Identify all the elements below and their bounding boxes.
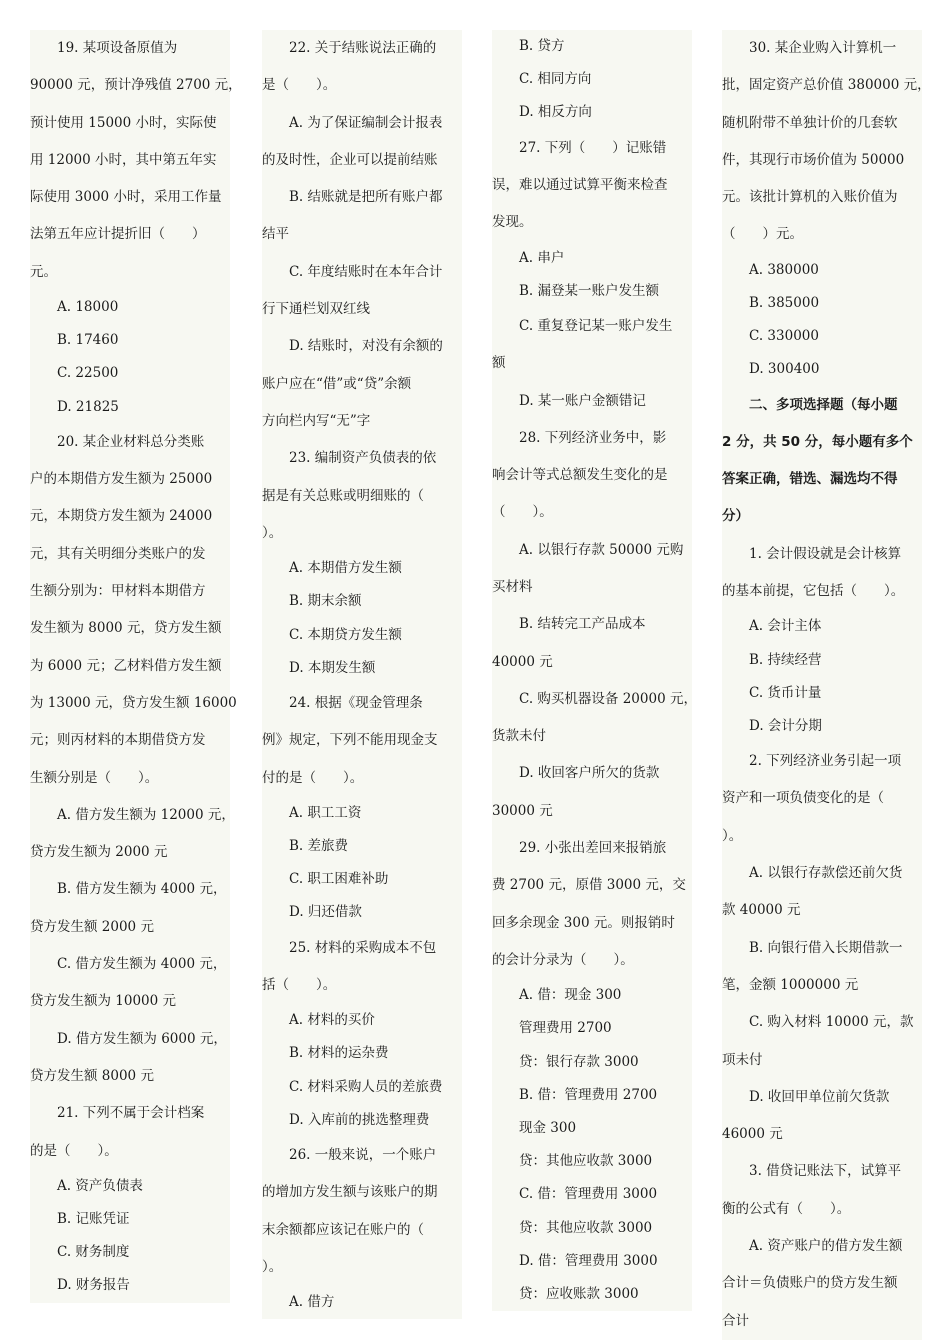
text-line: （ ）元。 — [722, 226, 803, 243]
text-line: 行下通栏划双红线 — [262, 301, 370, 318]
text-line: 为 6000 元；乙材料借方发生额 — [30, 657, 222, 674]
text-line: C. 22500 — [57, 365, 119, 382]
text-line: C. 本期贷方发生额 — [289, 626, 402, 643]
text-line: 额 — [492, 355, 506, 372]
text-line: 户的本期借方发生额为 25000 — [30, 471, 213, 488]
text-line: C. 重复登记某一账户发生 — [519, 317, 673, 334]
text-line: A. 材料的买价 — [289, 1012, 375, 1029]
text-line: 用 12000 小时，其中第五年实 — [30, 151, 217, 168]
text-line: 误，难以通过试算平衡来检查 — [492, 176, 668, 193]
text-line: 40000 元 — [492, 653, 553, 670]
text-line: C. 职工困难补助 — [289, 871, 389, 888]
text-line: 结平 — [262, 226, 289, 243]
text-line: B. 漏登某一账户发生额 — [519, 282, 660, 299]
text-line: 例》规定，下列不能用现金支 — [262, 732, 438, 749]
text-line: B. 向银行借入长期借款一 — [749, 939, 903, 956]
text-line: 是（ ）。 — [262, 77, 337, 94]
text-line: B. 材料的运杂费 — [289, 1045, 389, 1062]
text-line: 27. 下列（ ）记账错 — [519, 139, 667, 156]
text-line: 29. 小张出差回来报销旅 — [519, 840, 667, 857]
text-line: 响会计等式总额发生变化的是 — [492, 467, 668, 484]
text-line: ）。 — [262, 524, 283, 541]
text-column-1 — [30, 30, 242, 1303]
text-line: 2. 下列经济业务引起一项 — [749, 753, 902, 770]
text-line: C. 购入材料 10000 元，款 — [749, 1014, 914, 1031]
text-line: 23. 编制资产负债表的依 — [289, 450, 437, 467]
text-line: 元。该批计算机的入账价值为 — [722, 189, 898, 206]
text-line: 发现。 — [492, 214, 533, 231]
text-line: D. 相反方向 — [519, 104, 592, 121]
text-line: B. 385000 — [749, 294, 820, 311]
text-line: C. 相同方向 — [519, 71, 592, 88]
text-line: D. 21825 — [57, 398, 119, 415]
text-line: C. 材料采购人员的差旅费 — [289, 1078, 443, 1095]
text-line: D. 收回甲单位前欠货款 — [749, 1088, 890, 1105]
text-line: 买材料 — [492, 578, 533, 595]
text-line: D. 300400 — [749, 361, 820, 378]
text-line: A. 串户 — [519, 249, 565, 266]
text-line: B. 差旅费 — [289, 838, 349, 855]
text-line: 贷方发生额为 10000 元 — [30, 993, 177, 1010]
text-line: C. 年度结账时在本年合计 — [289, 263, 443, 280]
text-line: 26. 一般来说，一个账户 — [289, 1147, 437, 1164]
text-line: 46000 元 — [722, 1126, 783, 1143]
text-column-4 — [722, 30, 931, 1340]
text-line: 25. 材料的采购成本不包 — [289, 939, 437, 956]
text-line: 21. 下列不属于会计档案 — [57, 1105, 205, 1122]
text-line: 1. 会计假设就是会计核算 — [749, 545, 902, 562]
text-line: 二、多项选择题（每小题 — [749, 396, 898, 413]
text-line: A. 以银行存款偿还前欠货 — [749, 865, 903, 882]
text-line: 合计 — [722, 1312, 749, 1329]
text-line: 贷：其他应收款 3000 — [519, 1153, 653, 1170]
text-line: A. 职工工资 — [289, 804, 362, 821]
text-line: 28. 下列经济业务中，影 — [519, 429, 667, 446]
text-line: B. 借：管理费用 2700 — [519, 1086, 658, 1103]
text-line: D. 某一账户金额错记 — [519, 392, 646, 409]
text-line: 据是有关总账或明细账的（ — [262, 487, 424, 504]
text-line: B. 借方发生额为 4000 元， — [57, 881, 227, 898]
text-line: 的增加方发生额与该账户的期 — [262, 1184, 438, 1201]
text-line: 方向栏内写“无”字 — [262, 412, 371, 429]
text-line: C. 购买机器设备 20000 元， — [519, 690, 697, 707]
text-line: 24. 根据《现金管理条 — [289, 694, 423, 711]
text-line: 元，其有关明细分类账户的发 — [30, 545, 206, 562]
text-line: D. 入库前的挑选整理费 — [289, 1111, 430, 1128]
text-line: D. 本期发生额 — [289, 659, 376, 676]
text-line: B. 持续经营 — [749, 651, 822, 668]
text-line: 预计使用 15000 小时，实际使 — [30, 114, 217, 131]
text-line: 30000 元 — [492, 802, 553, 819]
text-line: A. 借方 — [289, 1294, 335, 1311]
text-line: 贷方发生额 2000 元 — [30, 918, 154, 935]
text-line: 费 2700 元，原借 3000 元，交 — [492, 877, 686, 894]
text-line: 付的是（ ）。 — [262, 769, 364, 786]
text-line: 货款未付 — [492, 728, 546, 745]
text-line: C. 借方发生额为 4000 元， — [57, 956, 227, 973]
text-line: 贷：其他应收款 3000 — [519, 1219, 653, 1236]
text-line: D. 归还借款 — [289, 904, 362, 921]
text-line: A. 18000 — [57, 299, 119, 316]
text-line: ）。 — [262, 1258, 283, 1275]
text-line: 款 40000 元 — [722, 902, 801, 919]
text-line: 答案正确，错选、漏选均不得 — [722, 471, 898, 488]
text-line: B. 17460 — [57, 332, 119, 349]
text-line: 贷方发生额 8000 元 — [30, 1067, 154, 1084]
text-line: 的是（ ）。 — [30, 1142, 118, 1159]
text-line: 回多余现金 300 元。则报销时 — [492, 914, 675, 931]
text-line: A. 借：现金 300 — [519, 987, 622, 1004]
text-line: A. 380000 — [749, 261, 819, 278]
text-line: 法第五年应计提折旧（ ） — [30, 226, 206, 243]
text-line: 末余额都应该记在账户的（ — [262, 1221, 424, 1238]
text-line: 20. 某企业材料总分类账 — [57, 433, 205, 450]
text-line: A. 为了保证编制会计报表 — [289, 114, 443, 131]
text-line: A. 以银行存款 50000 元购 — [519, 541, 684, 558]
text-line: 发生额为 8000 元，贷方发生额 — [30, 620, 222, 637]
text-line: 衡的公式有（ ）。 — [722, 1200, 851, 1217]
text-line: 笔，金额 1000000 元 — [722, 976, 859, 993]
text-line: A. 资产负债表 — [57, 1177, 143, 1194]
text-line: 的及时性，企业可以提前结账 — [262, 151, 438, 168]
text-line: D. 收回客户所欠的货款 — [519, 765, 660, 782]
text-line: 3. 借贷记账法下，试算平 — [749, 1163, 902, 1180]
text-line: A. 资产账户的借方发生额 — [749, 1238, 903, 1255]
text-line: 管理费用 2700 — [519, 1020, 612, 1037]
text-line: C. 借：管理费用 3000 — [519, 1186, 658, 1203]
text-line: 的会计分录为（ ）。 — [492, 951, 634, 968]
text-line: A. 本期借方发生额 — [289, 560, 402, 577]
text-column-3 — [492, 30, 697, 1311]
text-line: 元；则丙材料的本期借贷方发 — [30, 732, 206, 749]
text-line: 为 13000 元，贷方发生额 16000 — [30, 694, 237, 711]
text-line: 合计＝负债账户的贷方发生额 — [722, 1275, 898, 1292]
text-line: ）。 — [722, 827, 743, 844]
text-line: B. 结账就是把所有账户都 — [289, 189, 443, 206]
text-line: 生额分别是（ ）。 — [30, 769, 159, 786]
text-line: 现金 300 — [519, 1120, 577, 1137]
text-line: 元。 — [30, 263, 57, 280]
text-line: C. 330000 — [749, 328, 819, 345]
text-line: 批，固定资产总价值 380000 元， — [722, 77, 931, 94]
text-line: D. 会计分期 — [749, 717, 822, 734]
text-line: D. 借：管理费用 3000 — [519, 1252, 658, 1269]
text-line: 随机附带不单独计价的几套软 — [722, 114, 898, 131]
text-line: 19. 某项设备原值为 — [57, 40, 178, 56]
text-line: 分） — [722, 508, 749, 525]
text-line: 生额分别为：甲材料本期借方 — [30, 583, 206, 600]
text-line: 贷方发生额为 2000 元 — [30, 844, 168, 861]
text-line: C. 货币计量 — [749, 684, 822, 701]
text-line: （ ）。 — [492, 504, 553, 521]
text-line: B. 记账凭证 — [57, 1211, 130, 1228]
text-line: B. 贷方 — [519, 38, 565, 54]
text-line: A. 会计主体 — [749, 618, 822, 635]
text-line: 项未付 — [722, 1051, 763, 1068]
text-line: 2 分，共 50 分，每小题有多个 — [722, 433, 913, 450]
text-line: B. 结转完工产品成本 — [519, 616, 646, 633]
text-line: 贷：应收账款 3000 — [519, 1286, 639, 1303]
text-line: 90000 元，预计净残值 2700 元， — [30, 77, 242, 94]
text-line: D. 借方发生额为 6000 元， — [57, 1030, 227, 1047]
text-line: C. 财务制度 — [57, 1244, 130, 1261]
text-line: 元，本期贷方发生额为 24000 — [30, 508, 213, 525]
text-line: 的基本前提，它包括（ ）。 — [722, 583, 905, 600]
text-line: 贷：银行存款 3000 — [519, 1053, 639, 1070]
text-line: 账户应在“借”或“贷”余额 — [262, 375, 412, 392]
text-line: A. 借方发生额为 12000 元， — [57, 806, 235, 823]
text-line: 件，其现行市场价值为 50000 — [722, 151, 905, 168]
text-line: D. 结账时，对没有余额的 — [289, 338, 443, 355]
text-line: D. 财务报告 — [57, 1277, 130, 1294]
text-column-2 — [262, 30, 462, 1319]
text-line: 括（ ）。 — [262, 976, 337, 993]
text-line: 22. 关于结账说法正确的 — [289, 40, 437, 56]
text-line: B. 期末余额 — [289, 593, 362, 610]
text-line: 30. 某企业购入计算机一 — [749, 40, 897, 56]
text-line: 资产和一项负债变化的是（ — [722, 790, 884, 807]
text-line: 际使用 3000 小时，采用工作量 — [30, 189, 222, 206]
